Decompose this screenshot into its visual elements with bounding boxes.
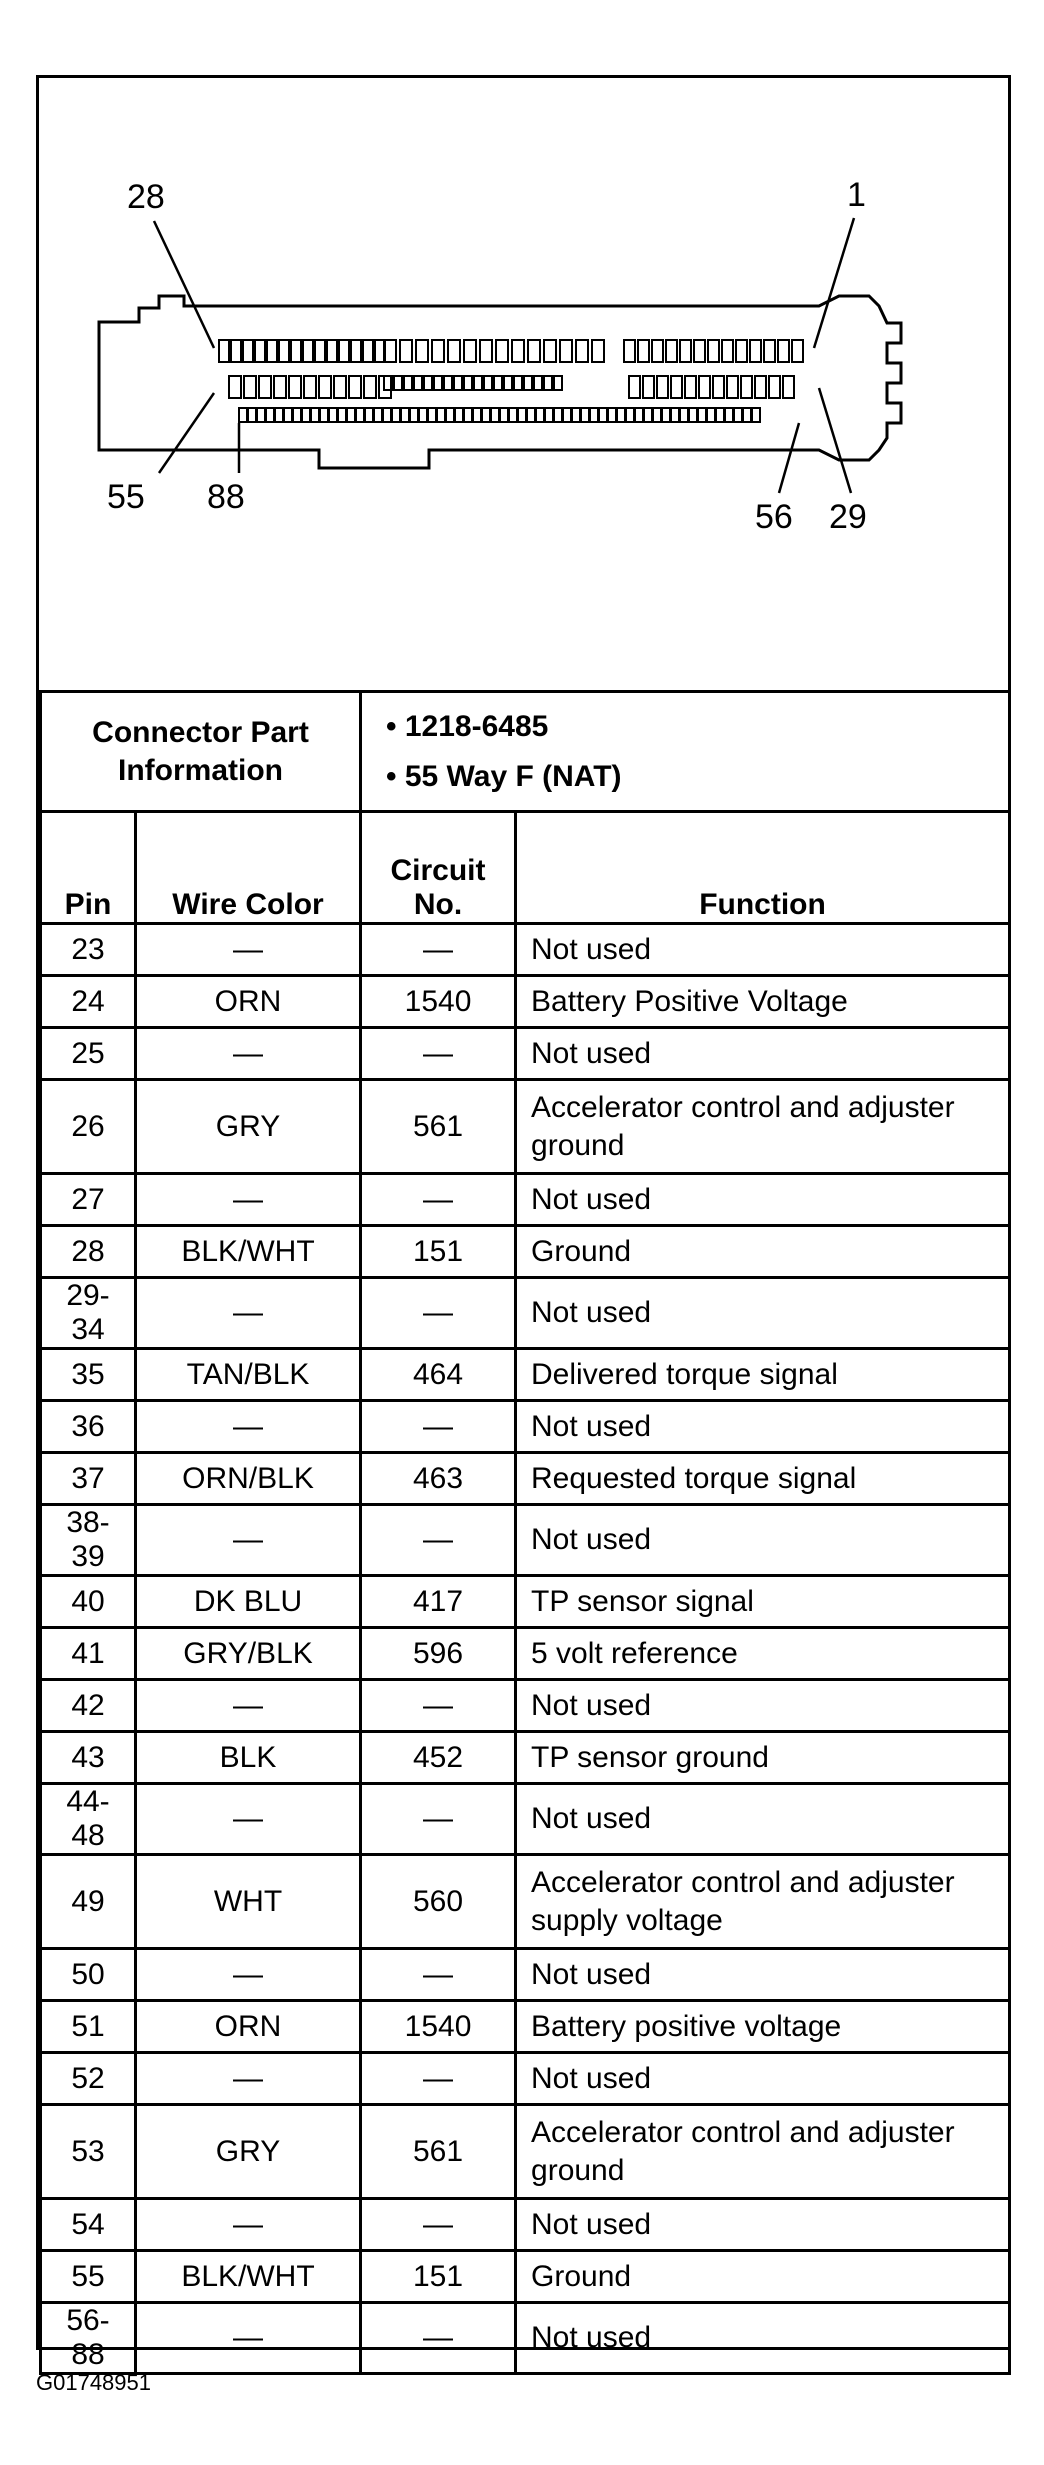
pin-cavity — [329, 408, 337, 422]
function-cell: TP sensor ground — [516, 1732, 1010, 1784]
pin-cavity — [504, 376, 512, 390]
leader-28 — [154, 221, 214, 348]
pin-cavity — [454, 376, 462, 390]
pin-cavity — [356, 408, 364, 422]
function-cell: Accelerator control and adjuster supply voltage — [516, 1855, 1010, 1949]
function-cell: Ground — [516, 1226, 1010, 1278]
wire-color-cell: GRY — [136, 2105, 361, 2199]
table-row — [41, 1628, 1010, 1680]
leader-1 — [814, 218, 854, 348]
pin-cell: 25 — [41, 1028, 136, 1080]
pin-cell: 49 — [41, 1855, 136, 1949]
pin-cell: 53 — [41, 2105, 136, 2199]
pin-cavity — [512, 340, 524, 362]
function-cell: Not used — [516, 2199, 1010, 2251]
circuit-cell: 452 — [361, 1732, 516, 1784]
pin-cavity — [722, 340, 733, 362]
leader-29 — [819, 388, 851, 493]
pin-cavity — [741, 376, 752, 398]
pin-cavity — [494, 376, 502, 390]
wire-color-cell: BLK/WHT — [136, 2251, 361, 2303]
pin-cavity — [707, 408, 715, 422]
table-row — [41, 1949, 1010, 2001]
pin-cavity — [279, 340, 289, 362]
pin-cavity — [644, 408, 652, 422]
pin-cavity — [743, 408, 751, 422]
pin-cavity — [752, 408, 760, 422]
function-cell: Battery Positive Voltage — [516, 976, 1010, 1028]
circuit-cell: — — [361, 1028, 516, 1080]
circuit-cell: 464 — [361, 1349, 516, 1401]
pin-cavity — [334, 376, 346, 398]
table-row — [41, 976, 1010, 1028]
pin-cavity — [638, 340, 649, 362]
circuit-cell: — — [361, 2199, 516, 2251]
pin-cavity — [635, 408, 643, 422]
pin-cavity — [248, 408, 256, 422]
pin-cavity — [694, 340, 705, 362]
circuit-cell: — — [361, 1174, 516, 1226]
pin-cavity — [734, 408, 742, 422]
pin-cavity — [727, 376, 738, 398]
table-row — [41, 924, 1010, 976]
function-cell: Not used — [516, 1278, 1010, 1349]
part-info-label: Connector Part Information — [41, 692, 361, 812]
pin-cavity — [255, 340, 265, 362]
function-cell: 5 volt reference — [516, 1628, 1010, 1680]
wire-color-cell: ORN — [136, 2001, 361, 2053]
pin-cell: 50 — [41, 1949, 136, 2001]
table-row — [41, 2199, 1010, 2251]
function-cell: Not used — [516, 1174, 1010, 1226]
circuit-cell: — — [361, 1680, 516, 1732]
function-cell: Not used — [516, 1028, 1010, 1080]
connector-diagram — [39, 78, 1008, 690]
pin-cell: 44-48 — [41, 1784, 136, 1855]
pin-cavity — [689, 408, 697, 422]
pin-cavity — [320, 408, 328, 422]
function-cell: Not used — [516, 1784, 1010, 1855]
pin-cavity — [708, 340, 719, 362]
pin-cavity — [275, 408, 283, 422]
callout-28: 28 — [127, 178, 165, 216]
circuit-cell: — — [361, 1949, 516, 2001]
pin-cavity — [491, 408, 499, 422]
pin-cell: 27 — [41, 1174, 136, 1226]
pin-cavity — [534, 376, 542, 390]
pin-cavity — [626, 408, 634, 422]
pin-cavity — [536, 408, 544, 422]
pin-cavity — [464, 340, 476, 362]
header-row — [41, 812, 1010, 924]
pin-cavity — [769, 376, 780, 398]
pin-cavity — [500, 408, 508, 422]
wire-color-cell: BLK — [136, 1732, 361, 1784]
pin-cavity — [428, 408, 436, 422]
wire-color-cell: — — [136, 2303, 361, 2374]
pin-cell: 40 — [41, 1576, 136, 1628]
pin-cavity — [755, 376, 766, 398]
circuit-cell: 1540 — [361, 2001, 516, 2053]
function-cell: Battery positive voltage — [516, 2001, 1010, 2053]
pin-cavity — [327, 340, 337, 362]
table-row — [41, 1349, 1010, 1401]
table-row — [41, 1080, 1010, 1174]
wire-color-cell: — — [136, 1949, 361, 2001]
pin-cavity — [229, 376, 241, 398]
circuit-cell: — — [361, 2303, 516, 2374]
pin-cavity — [419, 408, 427, 422]
pin-cavity — [446, 408, 454, 422]
pin-cell: 28 — [41, 1226, 136, 1278]
circuit-cell: 417 — [361, 1576, 516, 1628]
pin-cavity — [527, 408, 535, 422]
pin-cavity — [554, 376, 562, 390]
pinout-table — [39, 690, 1011, 2375]
pin-cavity — [666, 340, 677, 362]
wire-color-cell: — — [136, 1401, 361, 1453]
pin-cavity — [572, 408, 580, 422]
pin-cavity — [410, 408, 418, 422]
pin-cavity — [608, 408, 616, 422]
pin-cell: 29-34 — [41, 1278, 136, 1349]
pin-cavity — [524, 376, 532, 390]
function-cell: Not used — [516, 2303, 1010, 2374]
pin-cavity — [448, 340, 460, 362]
part-description: • 55 Way F (NAT) — [386, 759, 622, 793]
pin-cavity — [289, 376, 301, 398]
pin-cavity — [544, 376, 552, 390]
pin-cavity — [259, 376, 271, 398]
pin-cavity — [474, 376, 482, 390]
pin-cell: 52 — [41, 2053, 136, 2105]
wire-color-cell: TAN/BLK — [136, 1349, 361, 1401]
pin-cell: 43 — [41, 1732, 136, 1784]
wire-color-cell: — — [136, 1278, 361, 1349]
pin-cavity — [624, 340, 635, 362]
pin-cavity — [545, 408, 553, 422]
wire-color-cell: ORN — [136, 976, 361, 1028]
table-row — [41, 1226, 1010, 1278]
function-cell: Not used — [516, 1401, 1010, 1453]
table-row — [41, 1453, 1010, 1505]
function-cell: Not used — [516, 924, 1010, 976]
wire-color-cell: — — [136, 1028, 361, 1080]
pin-cavity — [464, 408, 472, 422]
pin-cavity — [349, 376, 361, 398]
leader-56 — [779, 423, 799, 493]
wire-color-cell: — — [136, 2053, 361, 2105]
circuit-cell: — — [361, 1278, 516, 1349]
pin-cavity — [437, 408, 445, 422]
part-info-row — [41, 692, 1010, 812]
pin-cavity — [617, 408, 625, 422]
pin-cavity — [414, 376, 422, 390]
pin-cavity — [219, 340, 229, 362]
pin-cavity — [783, 376, 794, 398]
pin-cavity — [764, 340, 775, 362]
header-pin: Pin — [41, 812, 136, 924]
pin-cavity — [671, 376, 682, 398]
pin-cell: 26 — [41, 1080, 136, 1174]
table-row — [41, 1401, 1010, 1453]
wire-color-cell: DK BLU — [136, 1576, 361, 1628]
pin-cavity — [484, 376, 492, 390]
function-cell: Not used — [516, 1949, 1010, 2001]
pin-cavity — [284, 408, 292, 422]
callout-29: 29 — [829, 498, 867, 536]
pinout-rows — [41, 924, 1010, 2374]
wire-color-cell: BLK/WHT — [136, 1226, 361, 1278]
pin-cavity — [347, 408, 355, 422]
pin-cavity — [680, 340, 691, 362]
pin-cavity — [266, 408, 274, 422]
pin-cell: 37 — [41, 1453, 136, 1505]
circuit-cell: — — [361, 1784, 516, 1855]
pin-cell: 42 — [41, 1680, 136, 1732]
connector-drawing — [39, 78, 1008, 690]
pin-cavity — [302, 408, 310, 422]
pin-cavity — [576, 340, 588, 362]
pin-cavity — [400, 340, 412, 362]
pin-cavity — [267, 340, 277, 362]
table-row — [41, 1732, 1010, 1784]
pin-cavity — [792, 340, 803, 362]
pin-cavity — [311, 408, 319, 422]
circuit-cell: — — [361, 2053, 516, 2105]
circuit-cell: 1540 — [361, 976, 516, 1028]
wire-color-cell: — — [136, 1505, 361, 1576]
pin-cavity — [315, 340, 325, 362]
wire-color-cell: — — [136, 2199, 361, 2251]
circuit-cell: 596 — [361, 1628, 516, 1680]
callout-56: 56 — [755, 498, 793, 536]
pin-cavity — [653, 408, 661, 422]
wire-color-cell: GRY/BLK — [136, 1628, 361, 1680]
table-row — [41, 1278, 1010, 1349]
pin-cell: 36 — [41, 1401, 136, 1453]
pin-cavity — [383, 408, 391, 422]
pin-cell: 24 — [41, 976, 136, 1028]
pin-cavity — [736, 340, 747, 362]
pin-cavity — [554, 408, 562, 422]
wire-color-cell: — — [136, 1784, 361, 1855]
table-row — [41, 2105, 1010, 2199]
callout-1: 1 — [847, 176, 866, 214]
pin-cavity — [244, 376, 256, 398]
pin-cavity — [365, 408, 373, 422]
pin-cavity — [464, 376, 472, 390]
pin-cavity — [480, 340, 492, 362]
pin-cavity — [662, 408, 670, 422]
pin-cavity — [416, 340, 428, 362]
table-row — [41, 1028, 1010, 1080]
pin-cavity — [351, 340, 361, 362]
table-row — [41, 2251, 1010, 2303]
table-row — [41, 1784, 1010, 1855]
callout-55: 55 — [107, 478, 145, 516]
header-circuit: Circuit No. — [361, 812, 516, 924]
function-cell: Accelerator control and adjuster ground — [516, 1080, 1010, 1174]
part-info-items — [361, 692, 1010, 812]
table-row — [41, 2053, 1010, 2105]
pin-cavity — [699, 376, 710, 398]
pin-rows — [219, 340, 803, 422]
table-row — [41, 1505, 1010, 1576]
function-cell: Ground — [516, 2251, 1010, 2303]
table-row — [41, 2303, 1010, 2374]
function-cell: Requested torque signal — [516, 1453, 1010, 1505]
wire-color-cell: — — [136, 924, 361, 976]
pin-cavity — [304, 376, 316, 398]
pin-cell: 35 — [41, 1349, 136, 1401]
figure-code: G01748951 — [36, 2370, 151, 2395]
pin-cell: 51 — [41, 2001, 136, 2053]
header-wire-color: Wire Color — [136, 812, 361, 924]
wire-color-cell: — — [136, 1174, 361, 1226]
pin-cavity — [629, 376, 640, 398]
circuit-cell: 463 — [361, 1453, 516, 1505]
pin-cavity — [291, 340, 301, 362]
wire-color-cell: ORN/BLK — [136, 1453, 361, 1505]
pin-cavity — [401, 408, 409, 422]
pin-cavity — [455, 408, 463, 422]
connector-figure-frame — [36, 75, 1011, 2371]
circuit-cell: 560 — [361, 1855, 516, 1949]
function-cell: Accelerator control and adjuster ground — [516, 2105, 1010, 2199]
pin-cell: 54 — [41, 2199, 136, 2251]
pin-cavity — [750, 340, 761, 362]
pin-cavity — [560, 340, 572, 362]
function-cell: Delivered torque signal — [516, 1349, 1010, 1401]
pin-cavity — [274, 376, 286, 398]
pin-cavity — [592, 340, 604, 362]
pin-cavity — [444, 376, 452, 390]
pin-cavity — [685, 376, 696, 398]
pin-cavity — [339, 340, 349, 362]
table-row — [41, 1855, 1010, 1949]
pin-cavity — [496, 340, 508, 362]
pin-cavity — [725, 408, 733, 422]
circuit-cell: 151 — [361, 2251, 516, 2303]
pin-cavity — [590, 408, 598, 422]
circuit-cell: 561 — [361, 2105, 516, 2199]
pin-cavity — [473, 408, 481, 422]
pin-cavity — [544, 340, 556, 362]
pin-cavity — [338, 408, 346, 422]
pin-cell: 56-88 — [41, 2303, 136, 2374]
pin-cell: 55 — [41, 2251, 136, 2303]
table-row — [41, 1576, 1010, 1628]
pin-cavity — [319, 376, 331, 398]
pin-cavity — [509, 408, 517, 422]
pin-cavity — [257, 408, 265, 422]
pin-cavity — [303, 340, 313, 362]
callout-88: 88 — [207, 478, 245, 516]
pin-cavity — [231, 340, 241, 362]
pin-cavity — [239, 408, 247, 422]
pin-cavity — [514, 376, 522, 390]
pin-cavity — [698, 408, 706, 422]
circuit-cell: 561 — [361, 1080, 516, 1174]
pin-cavity — [432, 340, 444, 362]
pin-cavity — [581, 408, 589, 422]
pin-cavity — [518, 408, 526, 422]
pin-cavity — [713, 376, 724, 398]
function-cell: Not used — [516, 1505, 1010, 1576]
table-row — [41, 1174, 1010, 1226]
wire-color-cell: GRY — [136, 1080, 361, 1174]
leader-55 — [159, 393, 214, 473]
pin-cavity — [424, 376, 432, 390]
pin-cavity — [716, 408, 724, 422]
pin-cavity — [671, 408, 679, 422]
function-cell: Not used — [516, 2053, 1010, 2105]
pin-cavity — [652, 340, 663, 362]
pin-cavity — [293, 408, 301, 422]
pin-cavity — [394, 376, 402, 390]
pin-cavity — [657, 376, 668, 398]
table-row — [41, 2001, 1010, 2053]
circuit-cell: — — [361, 1505, 516, 1576]
circuit-cell: — — [361, 924, 516, 976]
pin-cavity — [643, 376, 654, 398]
pin-cavity — [599, 408, 607, 422]
pin-cavity — [404, 376, 412, 390]
pin-cavity — [680, 408, 688, 422]
circuit-cell: — — [361, 1401, 516, 1453]
pin-cavity — [392, 408, 400, 422]
pin-cell: 23 — [41, 924, 136, 976]
pin-cavity — [243, 340, 253, 362]
circuit-cell: 151 — [361, 1226, 516, 1278]
pin-cavity — [434, 376, 442, 390]
pin-cavity — [374, 408, 382, 422]
pin-cavity — [363, 340, 373, 362]
pin-cavity — [364, 376, 376, 398]
pin-cell: 38-39 — [41, 1505, 136, 1576]
header-function: Function — [516, 812, 1010, 924]
pin-cavity — [528, 340, 540, 362]
function-cell: TP sensor signal — [516, 1576, 1010, 1628]
pin-cavity — [563, 408, 571, 422]
pin-cavity — [482, 408, 490, 422]
part-number: • 1218-6485 — [386, 709, 549, 743]
pin-cell: 41 — [41, 1628, 136, 1680]
wire-color-cell: WHT — [136, 1855, 361, 1949]
table-row — [41, 1680, 1010, 1732]
wire-color-cell: — — [136, 1680, 361, 1732]
pin-cavity — [778, 340, 789, 362]
function-cell: Not used — [516, 1680, 1010, 1732]
